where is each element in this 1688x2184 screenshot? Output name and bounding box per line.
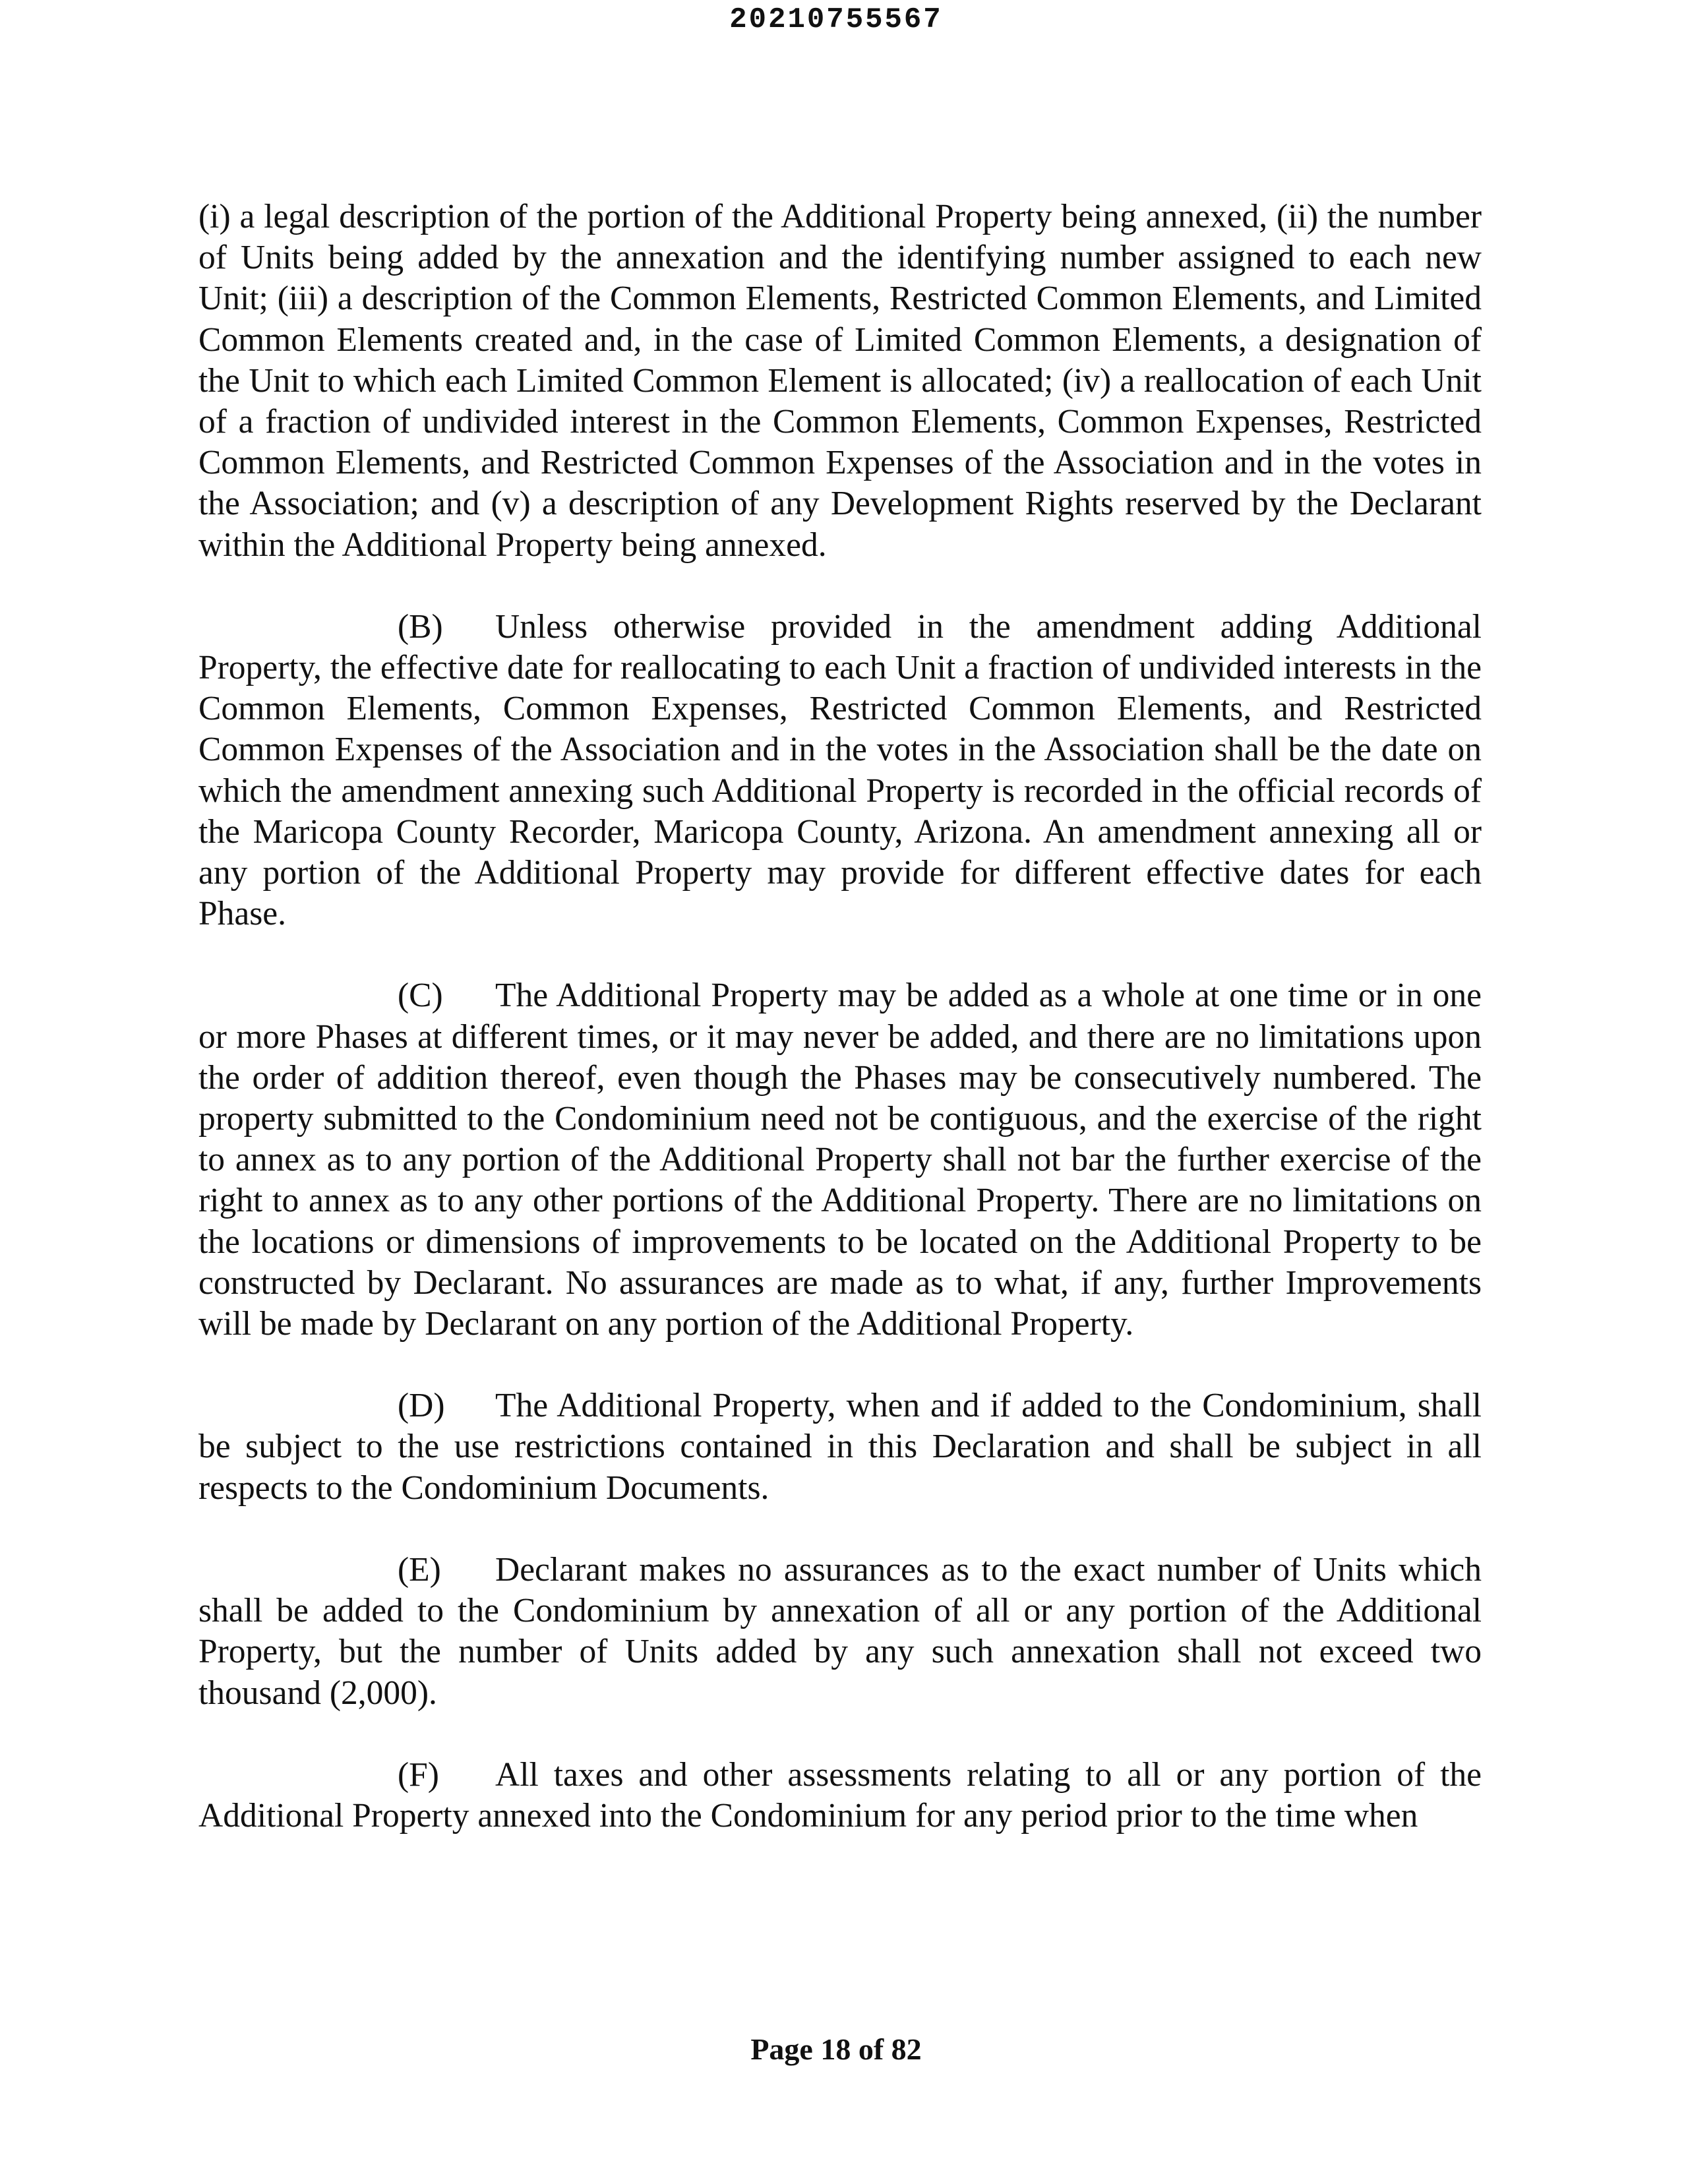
paragraph-marker: (C)	[398, 977, 443, 1015]
paragraph-text: (i) a legal description of the portion of the Additional Property being annexed, (ii) the number of Units being added by the annexation and the identifying number assigned to each new Unit; (iii) a description of the Common Elements, Restricted Common Elements, and Limited Common Elements created and, in the case of Limited Common Elements, a designation of the Unit to which each Limited Common Element is allocated; (iv) a reallocation of each Unit of a fraction of undivided interest in the Common Elements, Common Expenses, Restricted Common Elements, and Restricted Common Expenses of the Association and in the votes in the Association; and (v) a description of any Development Rights reserved by the Declarant within the Additional Property being annexed.	[198, 198, 1482, 564]
paragraph-f	[198, 1755, 1482, 1836]
page-number-footer: Page 18 of 82	[750, 2032, 922, 2066]
paragraph-marker: (F)	[398, 1755, 439, 1794]
paragraph-annexation-contents	[198, 197, 1482, 566]
paragraph-e	[198, 1550, 1482, 1714]
paragraph-text: Declarant makes no assurances as to the exact number of Units which shall be added to the Condominium by annexation of all or any portion of the Additional Property, but the number of Units added by any such annexation shall not exceed two thousand (2,000).	[198, 1550, 1482, 1712]
paragraph-text: All taxes and other assessments relating to all or any portion of the Additional Property annexed into the Condominium for any period prior to the time when	[198, 1755, 1482, 1835]
recording-number: 20210755567	[729, 3, 943, 36]
paragraph-d	[198, 1385, 1482, 1509]
paragraph-text: The Additional Property may be added as a whole at one time or in one or more Phases at different times, or it may never be added, and there are no limitations upon the order of addition thereof, even though the Phases may be consecutively numbered. The property submitted to the Condominium need not be contiguous, and the exercise of the right to annex as to any portion of the Additional Property shall not bar the further exercise of the right to annex as to any other portions of the Additional Property. There are no limitations on the locations or dimensions of improvements to be located on the Additional Property to be constructed by Declarant. No assurances are made as to what, if any, further Improvements will be made by Declarant on any portion of the Additional Property.	[198, 977, 1482, 1343]
paragraph-c	[198, 975, 1482, 1345]
body-text	[198, 197, 1482, 1836]
paragraph-text: Unless otherwise provided in the amendment adding Additional Property, the effective date for reallocating to each Unit a fraction of undivided interests in the Common Elements, Common Expenses, Restricted Common Elements, and Restricted Common Expenses of the Association and in the votes in the Association shall be the date on which the amendment annexing such Additional Property is recorded in the official records of the Maricopa County Recorder, Maricopa County, Arizona. An amendment annexing all or any portion of the Additional Property may provide for different effective dates for each Phase.	[198, 607, 1482, 933]
paragraph-text: The Additional Property, when and if added to the Condominium, shall be subject to the use restrictions contained in this Declaration and shall be subject in all respects to the Condominium Documents.	[198, 1387, 1482, 1507]
paragraph-marker: (E)	[398, 1550, 441, 1589]
paragraph-marker: (B)	[398, 607, 443, 646]
paragraph-b	[198, 607, 1482, 935]
paragraph-marker: (D)	[398, 1387, 445, 1425]
